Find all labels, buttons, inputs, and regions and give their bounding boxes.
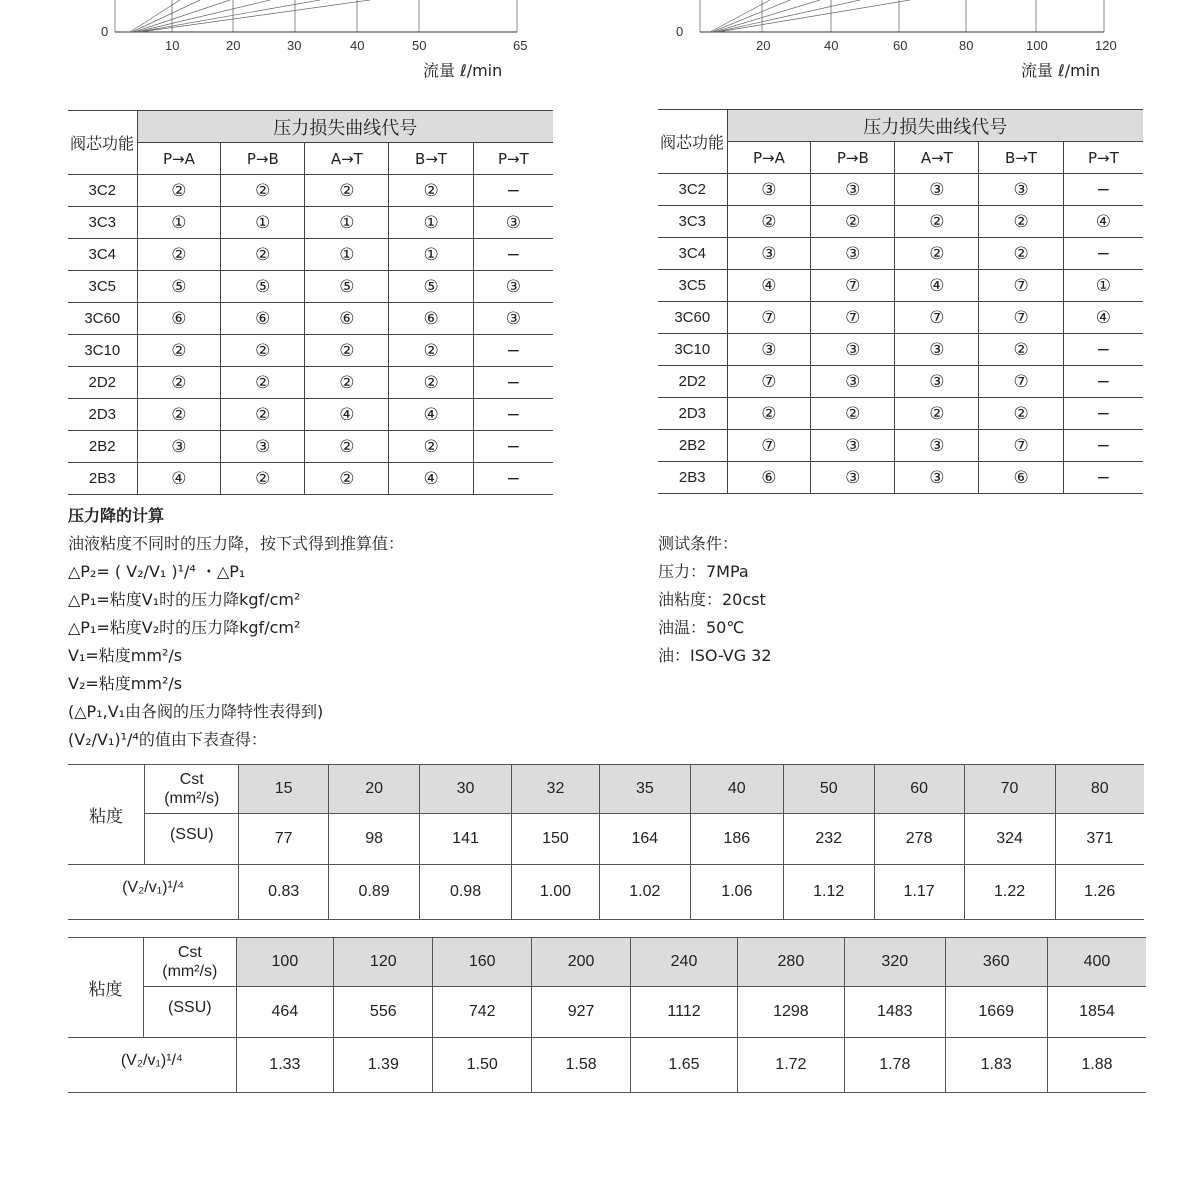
cst-value: 50: [783, 765, 874, 814]
curve-code: ③: [895, 334, 979, 366]
curve-code: ③: [895, 174, 979, 206]
table-row: [68, 175, 553, 207]
curve-code: ②: [221, 367, 305, 399]
calc-line: (V₂/V₁)¹/⁴的值由下表查得：: [68, 730, 267, 749]
spool-code: 2B3: [658, 462, 727, 494]
curve-code: ②: [811, 398, 895, 430]
spool-code: 2D2: [658, 366, 727, 398]
cst-value: 70: [964, 765, 1055, 814]
column-header: P→B: [811, 142, 895, 174]
curve-code: −: [473, 367, 553, 399]
cst-value: 360: [945, 938, 1047, 987]
calc-title: 压力降的计算: [68, 506, 165, 525]
table-row: [658, 398, 1143, 430]
ratio-label: (V₂/v₁)¹/⁴: [68, 865, 239, 920]
curve-code: ⑥: [137, 303, 221, 335]
ssu-value: 164: [599, 814, 690, 865]
function-header: 阀芯功能: [68, 111, 137, 175]
spool-code: 2D3: [68, 399, 137, 431]
calc-line: V₁=粘度mm²/s: [68, 646, 183, 665]
curve-code: ⑤: [305, 271, 389, 303]
ratio-value: 1.17: [874, 865, 964, 920]
curve-code: ②: [305, 431, 389, 463]
cst-value: 240: [631, 938, 737, 987]
curve-code: ②: [727, 206, 811, 238]
ratio-value: 1.33: [236, 1038, 333, 1093]
test-line: 油粘度：20cst: [658, 590, 766, 609]
ratio-value: 1.00: [512, 865, 600, 920]
viscosity-table-1: [68, 764, 1144, 920]
cst-value: 100: [236, 938, 333, 987]
curve-code: ③: [895, 366, 979, 398]
cst-value: 400: [1047, 938, 1146, 987]
test-line: 油温：50℃: [658, 618, 745, 637]
spool-code: 3C3: [68, 207, 137, 239]
curve-code: ②: [389, 431, 473, 463]
curve-code: ④: [1063, 302, 1143, 334]
cst-value: 60: [874, 765, 964, 814]
curve-code: ③: [727, 238, 811, 270]
x-tick: 80: [959, 38, 974, 53]
curve-code: ④: [727, 270, 811, 302]
curve-code: ①: [221, 207, 305, 239]
curve-code: ⑦: [895, 302, 979, 334]
ssu-value: 150: [512, 814, 600, 865]
valve-table-left: [68, 110, 553, 495]
table-row: [658, 430, 1143, 462]
ratio-value: 1.83: [945, 1038, 1047, 1093]
cst-label: Cst (mm²/s): [145, 765, 239, 814]
ratio-value: 1.22: [964, 865, 1055, 920]
right-chart: [680, 0, 1130, 40]
ratio-value: 0.83: [239, 865, 329, 920]
table-row: [68, 367, 553, 399]
viscosity-label: 粘度: [68, 938, 143, 1038]
curve-code: ③: [895, 430, 979, 462]
x-axis-label: 流量 ℓ/min: [1021, 61, 1101, 80]
spool-code: 3C10: [68, 335, 137, 367]
curve-code: ⑥: [979, 462, 1063, 494]
curve-code: ③: [979, 174, 1063, 206]
curve-code: ②: [137, 335, 221, 367]
curve-code: ②: [305, 463, 389, 495]
spool-code: 2B3: [68, 463, 137, 495]
spool-code: 3C5: [68, 271, 137, 303]
curve-code: ②: [137, 399, 221, 431]
table-row: [658, 334, 1143, 366]
curve-code: ⑤: [221, 271, 305, 303]
ssu-value: 927: [531, 987, 630, 1038]
ssu-value: 1298: [737, 987, 844, 1038]
ssu-value: 324: [964, 814, 1055, 865]
ratio-value: 1.02: [599, 865, 690, 920]
curve-code: ⑦: [979, 366, 1063, 398]
curve-code: ②: [895, 206, 979, 238]
spool-code: 2D2: [68, 367, 137, 399]
curve-code: ⑦: [979, 270, 1063, 302]
column-header: A→T: [895, 142, 979, 174]
curve-code: −: [473, 463, 553, 495]
curve-code: ②: [305, 175, 389, 207]
column-header: P→A: [727, 142, 811, 174]
cst-value: 32: [512, 765, 600, 814]
curve-code: ②: [221, 335, 305, 367]
cst-value: 120: [334, 938, 433, 987]
ssu-value: 232: [783, 814, 874, 865]
ssu-value: 371: [1055, 814, 1144, 865]
x-tick: 20: [756, 38, 771, 53]
cst-value: 160: [433, 938, 531, 987]
curve-code: ③: [811, 366, 895, 398]
spool-code: 3C2: [68, 175, 137, 207]
curve-code: ⑤: [389, 271, 473, 303]
x-tick: 60: [893, 38, 908, 53]
curve-code: ②: [305, 367, 389, 399]
x-tick: 40: [824, 38, 839, 53]
ratio-value: 0.89: [329, 865, 420, 920]
curve-code: ⑦: [727, 430, 811, 462]
table-row: [68, 271, 553, 303]
calc-line: △P₁=粘度V₁时的压力降kgf/cm²: [68, 590, 301, 609]
cst-value: 30: [420, 765, 512, 814]
curve-code: ③: [137, 431, 221, 463]
curve-code: −: [1063, 334, 1143, 366]
ratio-value: 1.72: [737, 1038, 844, 1093]
calc-line: 油液粘度不同时的压力降，按下式得到推算值：: [68, 534, 405, 553]
curve-code: ⑦: [979, 430, 1063, 462]
spool-code: 3C3: [658, 206, 727, 238]
curve-code: ②: [137, 239, 221, 271]
calc-section: [68, 502, 404, 754]
column-header: A→T: [305, 143, 389, 175]
curve-code: ⑦: [811, 302, 895, 334]
curve-code: −: [473, 239, 553, 271]
curve-code: ③: [473, 207, 553, 239]
test-line: 油：ISO-VG 32: [658, 646, 772, 665]
ssu-value: 1483: [845, 987, 945, 1038]
table-row: [68, 303, 553, 335]
x-tick: 0: [101, 24, 109, 39]
curve-code: ③: [895, 462, 979, 494]
curve-code: ②: [221, 239, 305, 271]
ratio-value: 1.50: [433, 1038, 531, 1093]
curve-code: −: [1063, 430, 1143, 462]
table-row: [658, 366, 1143, 398]
spool-code: 2B2: [658, 430, 727, 462]
curve-code: ②: [727, 398, 811, 430]
cst-value: 20: [329, 765, 420, 814]
table-row: [68, 431, 553, 463]
column-header: P→T: [1063, 142, 1143, 174]
curve-code: ④: [305, 399, 389, 431]
curve-code-header: 压力损失曲线代号: [727, 110, 1143, 142]
curve-code: ③: [473, 303, 553, 335]
ratio-value: 1.58: [531, 1038, 630, 1093]
table-row: [658, 302, 1143, 334]
table-row: [68, 335, 553, 367]
curve-code: −: [473, 175, 553, 207]
ssu-value: 1854: [1047, 987, 1146, 1038]
cst-value: 200: [531, 938, 630, 987]
table-row: [658, 174, 1143, 206]
cst-label: Cst (mm²/s): [143, 938, 236, 987]
curve-code: ③: [811, 238, 895, 270]
curve-code: ③: [727, 334, 811, 366]
curve-code: −: [1063, 398, 1143, 430]
viscosity-table-2: [68, 937, 1146, 1093]
table-row: [658, 238, 1143, 270]
table-row: [658, 270, 1143, 302]
curve-code: ⑥: [389, 303, 473, 335]
table-row: [68, 399, 553, 431]
ssu-value: 278: [874, 814, 964, 865]
curve-code: ④: [389, 463, 473, 495]
valve-table-right: [658, 109, 1143, 494]
function-header: 阀芯功能: [658, 110, 727, 174]
ssu-label: (SSU): [145, 814, 239, 865]
test-conditions: [658, 530, 772, 670]
spool-code: 3C4: [658, 238, 727, 270]
column-header: P→A: [137, 143, 221, 175]
x-tick: 0: [676, 24, 684, 39]
x-tick: 50: [412, 38, 427, 53]
ssu-value: 141: [420, 814, 512, 865]
column-header: P→T: [473, 143, 553, 175]
x-tick: 30: [287, 38, 302, 53]
curve-code: ①: [389, 239, 473, 271]
curve-code: ②: [221, 175, 305, 207]
spool-code: 3C2: [658, 174, 727, 206]
curve-code: ①: [137, 207, 221, 239]
calc-line: (△P₁,V₁由各阀的压力降特性表得到): [68, 702, 324, 721]
ratio-value: 0.98: [420, 865, 512, 920]
ratio-value: 1.26: [1055, 865, 1144, 920]
ssu-value: 556: [334, 987, 433, 1038]
ssu-value: 1112: [631, 987, 737, 1038]
curve-code: ①: [389, 207, 473, 239]
curve-code-header: 压力损失曲线代号: [137, 111, 553, 143]
curve-code: ②: [811, 206, 895, 238]
cst-value: 320: [845, 938, 945, 987]
ratio-value: 1.65: [631, 1038, 737, 1093]
spool-code: 3C60: [68, 303, 137, 335]
test-line: 测试条件：: [658, 534, 739, 553]
curve-code: ②: [979, 238, 1063, 270]
curve-code: −: [1063, 462, 1143, 494]
curve-code: ⑤: [137, 271, 221, 303]
left-chart: [90, 0, 530, 40]
ratio-value: 1.88: [1047, 1038, 1146, 1093]
curve-code: ③: [727, 174, 811, 206]
curve-code: ⑦: [727, 366, 811, 398]
curve-code: ⑦: [979, 302, 1063, 334]
spool-code: 3C4: [68, 239, 137, 271]
x-tick: 65: [513, 38, 528, 53]
curve-code: ④: [1063, 206, 1143, 238]
table-row: [658, 206, 1143, 238]
ratio-value: 1.39: [334, 1038, 433, 1093]
curve-code: −: [473, 431, 553, 463]
column-header: P→B: [221, 143, 305, 175]
cst-value: 40: [690, 765, 783, 814]
table-row: [68, 207, 553, 239]
column-header: B→T: [979, 142, 1063, 174]
curve-code: ②: [305, 335, 389, 367]
curve-code: ②: [979, 334, 1063, 366]
curve-code: ②: [137, 367, 221, 399]
curve-code: ⑥: [305, 303, 389, 335]
spool-code: 2D3: [658, 398, 727, 430]
curve-code: −: [1063, 366, 1143, 398]
ratio-label: (V₂/v₁)¹/⁴: [68, 1038, 236, 1093]
curve-code: ②: [979, 206, 1063, 238]
column-header: B→T: [389, 143, 473, 175]
curve-code: ③: [811, 462, 895, 494]
curve-code: ⑦: [727, 302, 811, 334]
ssu-value: 98: [329, 814, 420, 865]
spool-code: 2B2: [68, 431, 137, 463]
curve-code: ③: [811, 334, 895, 366]
table-row: [68, 239, 553, 271]
calc-line: V₂=粘度mm²/s: [68, 674, 183, 693]
ratio-value: 1.12: [783, 865, 874, 920]
spool-code: 3C10: [658, 334, 727, 366]
ssu-label: (SSU): [143, 987, 236, 1038]
ssu-value: 464: [236, 987, 333, 1038]
ssu-value: 77: [239, 814, 329, 865]
curve-code: ⑦: [811, 270, 895, 302]
calc-line: △P₂= ( V₂/V₁ )¹/⁴ ・△P₁: [68, 562, 246, 581]
viscosity-label: 粘度: [68, 765, 145, 865]
ratio-value: 1.78: [845, 1038, 945, 1093]
curve-code: ⑥: [221, 303, 305, 335]
x-tick: 100: [1026, 38, 1048, 53]
calc-line: △P₁=粘度V₂时的压力降kgf/cm²: [68, 618, 301, 637]
spool-code: 3C60: [658, 302, 727, 334]
x-tick: 10: [165, 38, 180, 53]
curve-code: −: [473, 335, 553, 367]
curve-code: ③: [811, 430, 895, 462]
x-axis-label: 流量 ℓ/min: [423, 61, 503, 80]
curve-code: ①: [1063, 270, 1143, 302]
cst-value: 15: [239, 765, 329, 814]
curve-code: ①: [305, 207, 389, 239]
curve-code: ②: [895, 238, 979, 270]
cst-value: 35: [599, 765, 690, 814]
curve-code: ②: [389, 175, 473, 207]
table-row: [68, 463, 553, 495]
ratio-value: 1.06: [690, 865, 783, 920]
curve-code: ②: [389, 335, 473, 367]
table-row: [658, 462, 1143, 494]
spool-code: 3C5: [658, 270, 727, 302]
curve-code: ②: [137, 175, 221, 207]
ssu-value: 742: [433, 987, 531, 1038]
curve-code: ④: [137, 463, 221, 495]
curve-code: −: [1063, 174, 1143, 206]
ssu-value: 186: [690, 814, 783, 865]
ssu-value: 1669: [945, 987, 1047, 1038]
curve-code: ②: [979, 398, 1063, 430]
curve-code: ④: [895, 270, 979, 302]
curve-code: ②: [895, 398, 979, 430]
curve-code: ③: [221, 431, 305, 463]
cst-value: 80: [1055, 765, 1144, 814]
x-tick: 40: [350, 38, 365, 53]
test-line: 压力：7MPa: [658, 562, 749, 581]
curve-code: ②: [221, 463, 305, 495]
curve-code: ②: [389, 367, 473, 399]
curve-code: −: [1063, 238, 1143, 270]
x-tick: 120: [1095, 38, 1117, 53]
cst-value: 280: [737, 938, 844, 987]
curve-code: −: [473, 399, 553, 431]
x-tick: 20: [226, 38, 241, 53]
curve-code: ③: [811, 174, 895, 206]
curve-code: ②: [221, 399, 305, 431]
curve-code: ⑥: [727, 462, 811, 494]
curve-code: ④: [389, 399, 473, 431]
curve-code: ①: [305, 239, 389, 271]
curve-code: ③: [473, 271, 553, 303]
